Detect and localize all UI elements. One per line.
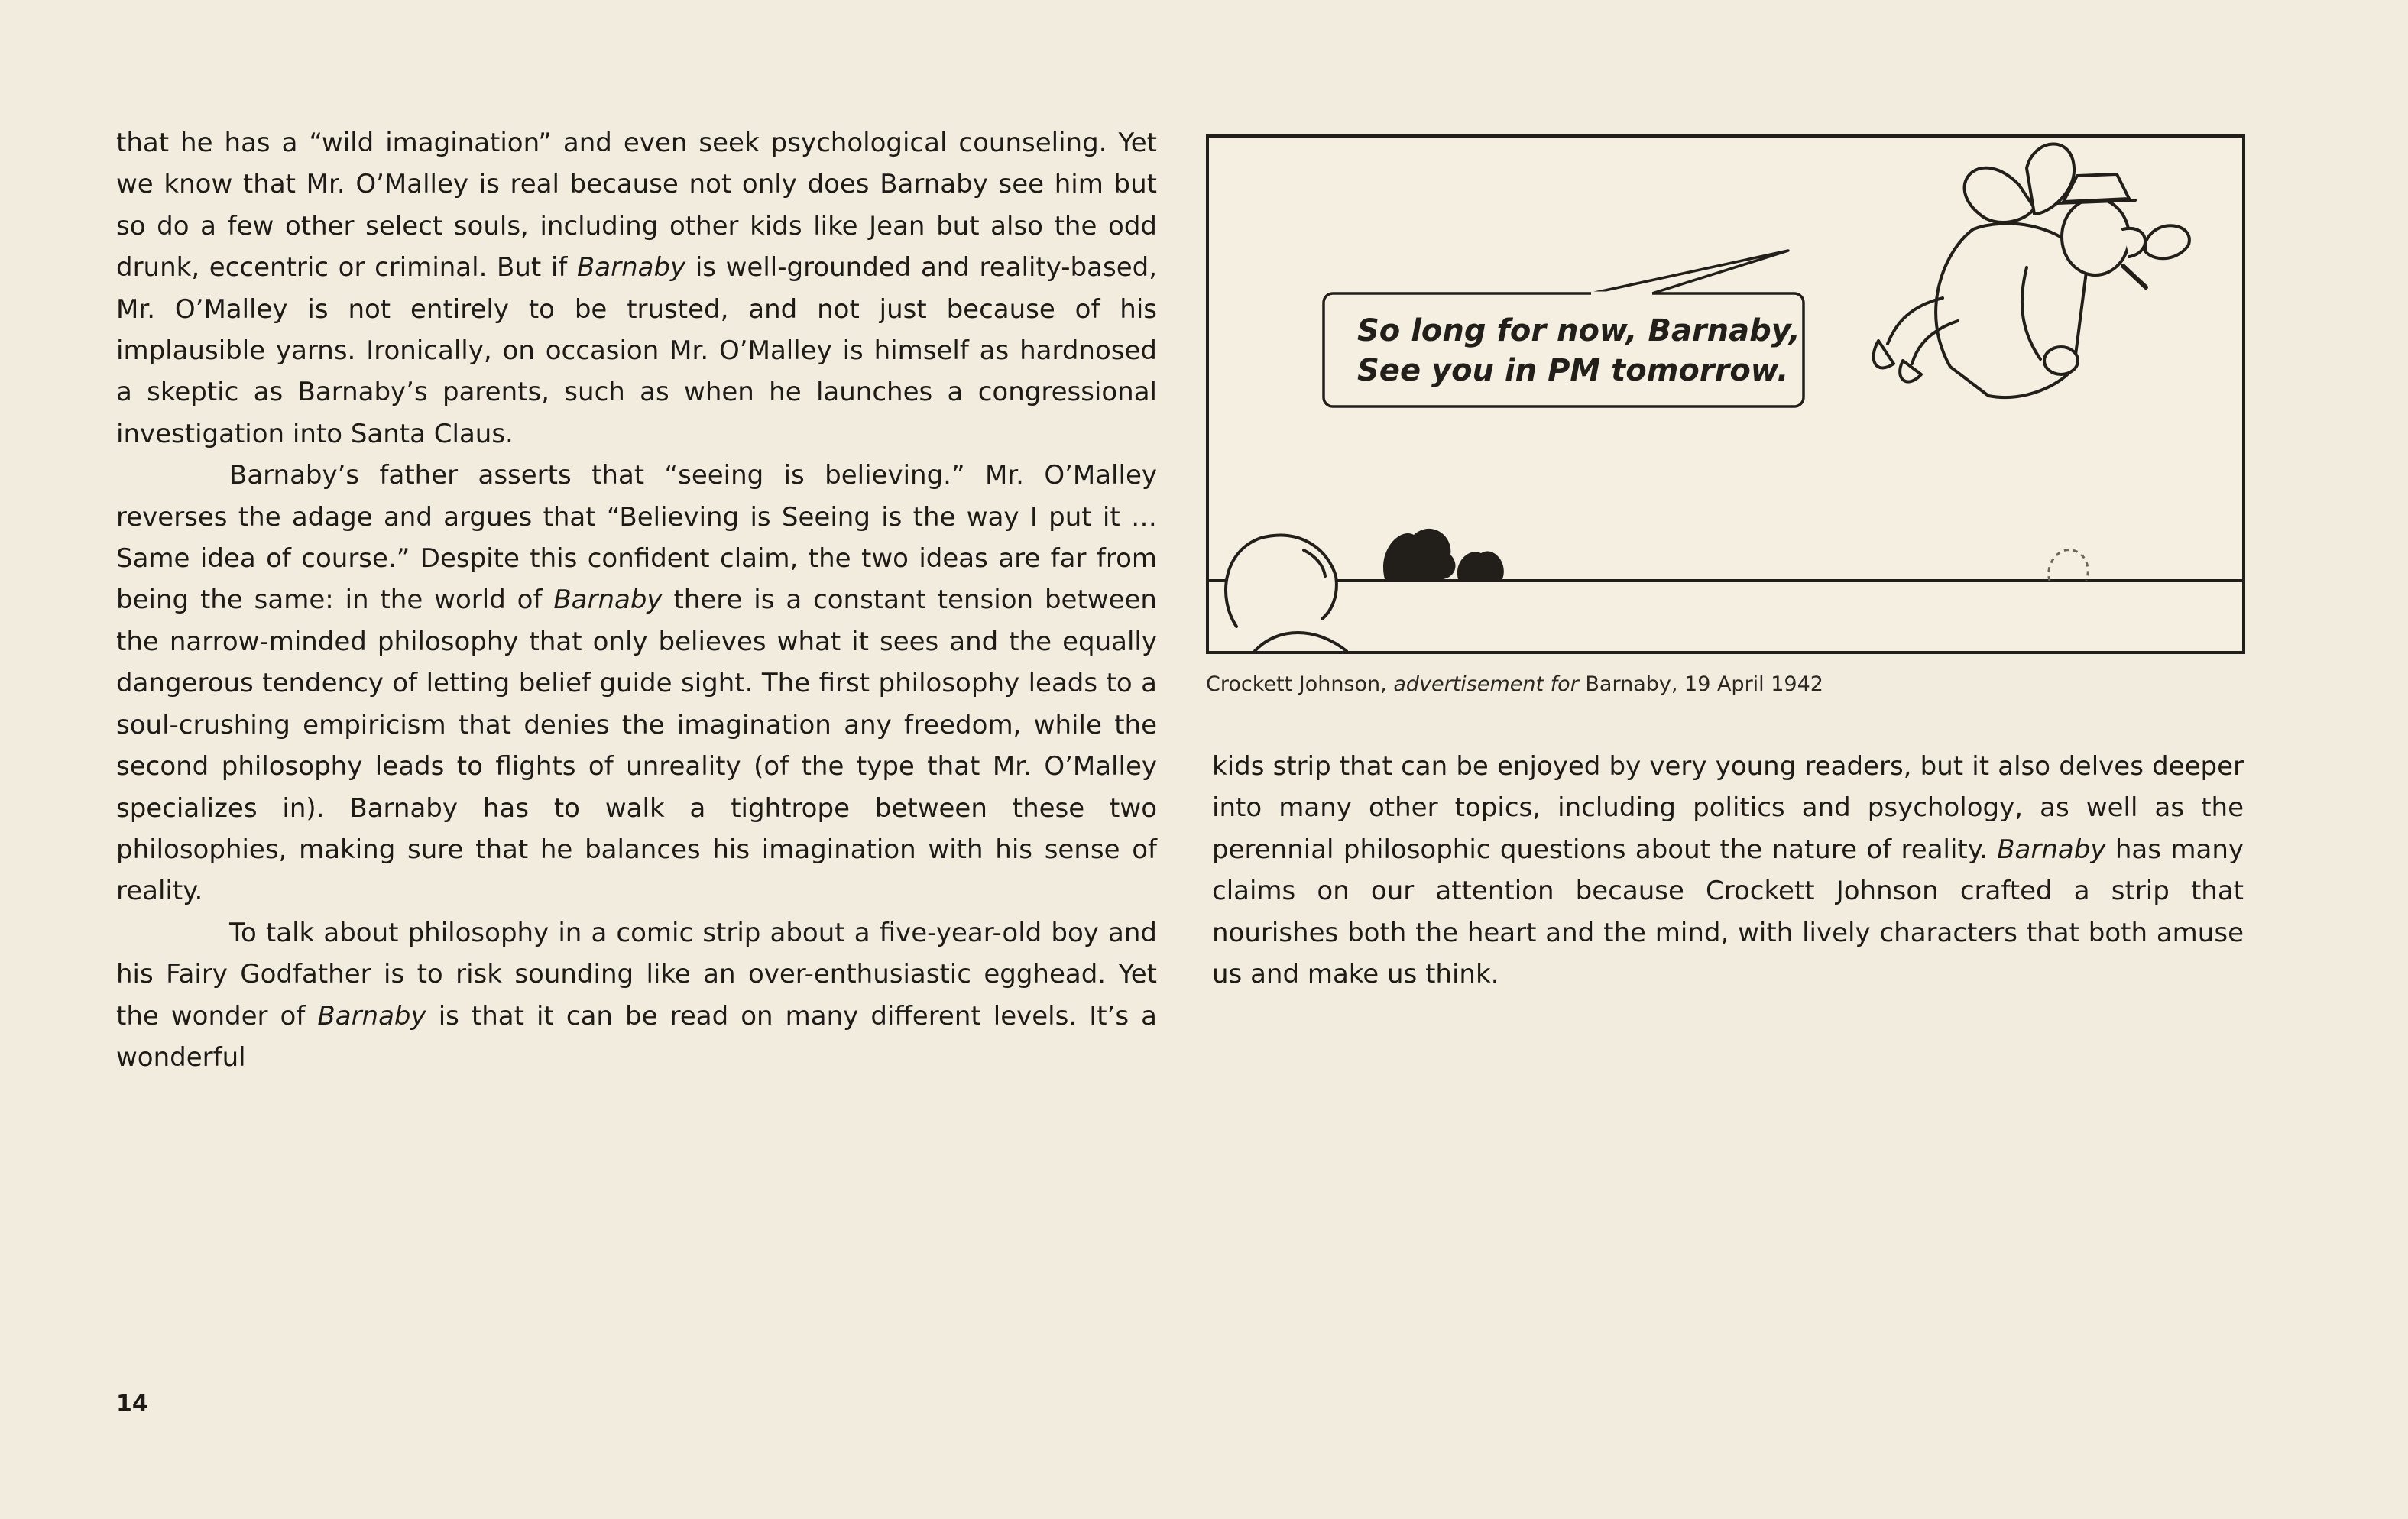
mr-omalley-figure bbox=[1874, 144, 2189, 397]
omalley-shoe-1 bbox=[1874, 341, 1894, 368]
paragraph-1 bbox=[116, 122, 1157, 455]
paragraph-2-title-italic: Barnaby bbox=[553, 585, 663, 616]
omalley-hand bbox=[2044, 347, 2078, 374]
figure-caption bbox=[1206, 669, 2245, 700]
comic-advertisement-figure bbox=[1206, 134, 2245, 654]
paragraph-2-part-c: there is a constant tension between the narrow-minded philosophy that only believes what it sees and the equally dangerous tendency of letting belief guide sight. The first philosophy leads to a soul-crushing empiricism that denies the imagination any freedom, while the second philosophy leads to flights of unreality (of the type that Mr. O’Malley specializes in). Barnaby has to walk a tightrope between these two philosophies, making sure that he balances his imagination with his sense of reality. bbox=[116, 585, 1157, 907]
paragraph-4-part-c: has many claims on our attention because Crockett Johnson crafted a strip that nourishes both the heart and the mind, with lively characters that both amuse us and make us think. bbox=[1212, 834, 2244, 990]
speech-bubble-tail bbox=[1591, 251, 1788, 293]
page-number: 14 bbox=[116, 1391, 148, 1417]
paragraph-2-part-a: Barnaby’s father asserts that “seeing is believing.” Mr. O’Malley reverses the adage and argues that “Believing is Seeing is the way I put it … Same idea of course.” Despite this confident claim, the two ideas are far from being the same: in the world of bbox=[116, 460, 1157, 616]
paragraph-4-part-a: kids strip that can be enjoyed by very young readers, but it also delves deeper into many other topics, including politics and psychology, as well as the perennial philosophic questions about the nature of reality. bbox=[1212, 751, 2244, 865]
bush-large bbox=[1383, 529, 1456, 579]
omalley-leg-1 bbox=[1888, 298, 1943, 344]
omalley-cigar bbox=[2123, 266, 2146, 287]
paragraph-3-title-italic: Barnaby bbox=[317, 1000, 426, 1032]
speech-line-2: See you in PM tomorrow. bbox=[1357, 353, 1789, 388]
right-text-column bbox=[1212, 746, 2244, 995]
speech-line-1: So long for now, Barnaby, bbox=[1357, 313, 1800, 348]
bush-small bbox=[1457, 552, 1504, 579]
paragraph-3 bbox=[116, 912, 1157, 1079]
omalley-raised-hand bbox=[2146, 225, 2189, 258]
paragraph-1-title-italic: Barnaby bbox=[576, 252, 686, 283]
barnaby-figure bbox=[1226, 535, 1347, 651]
speech-bubble bbox=[1324, 293, 1804, 406]
paragraph-4 bbox=[1212, 746, 2244, 995]
comic-panel-illustration bbox=[1209, 138, 2242, 651]
paragraph-3-part-a: To talk about philosophy in a comic strip about a five-year-old boy and his Fairy Godfather is to risk sounding like an over-enthusiastic egghead. Yet the wonder of bbox=[116, 917, 1157, 1032]
caption-title-italic: advertisement for bbox=[1393, 672, 1586, 696]
paragraph-1-part-a: that he has a “wild imagination” and even seek psychological counseling. Yet we know that Mr. O’Malley is real because not only does Barnaby see him but so do a few other select souls, including other kids like Jean but also the odd drunk, eccentric or criminal. But if bbox=[116, 128, 1157, 283]
faint-bush bbox=[2049, 550, 2089, 581]
barnaby-shoulders bbox=[1255, 633, 1347, 651]
paragraph-1-part-c: is well-grounded and reality-based, Mr. O’Malley is not entirely to be trusted, and not just because of his implausible yarns. Ironically, on occasion Mr. O’Malley is himself as hardnosed a skeptic as Barnaby’s parents, such as when he launches a congressional investigation into Santa Claus. bbox=[116, 252, 1157, 449]
paragraph-3-part-c: is that it can be read on many different levels. It’s a wonderful bbox=[116, 1000, 1157, 1073]
omalley-wing-back bbox=[1965, 168, 2034, 222]
left-text-column bbox=[116, 122, 1157, 1078]
paragraph-4-title-italic: Barnaby bbox=[1997, 834, 2106, 865]
omalley-head bbox=[2062, 199, 2129, 275]
barnaby-head bbox=[1226, 535, 1337, 627]
paragraph-2 bbox=[116, 455, 1157, 912]
caption-author: Crockett Johnson, bbox=[1206, 672, 1394, 696]
bushes bbox=[1383, 529, 1504, 579]
caption-rest: Barnaby, 19 April 1942 bbox=[1585, 672, 1823, 696]
